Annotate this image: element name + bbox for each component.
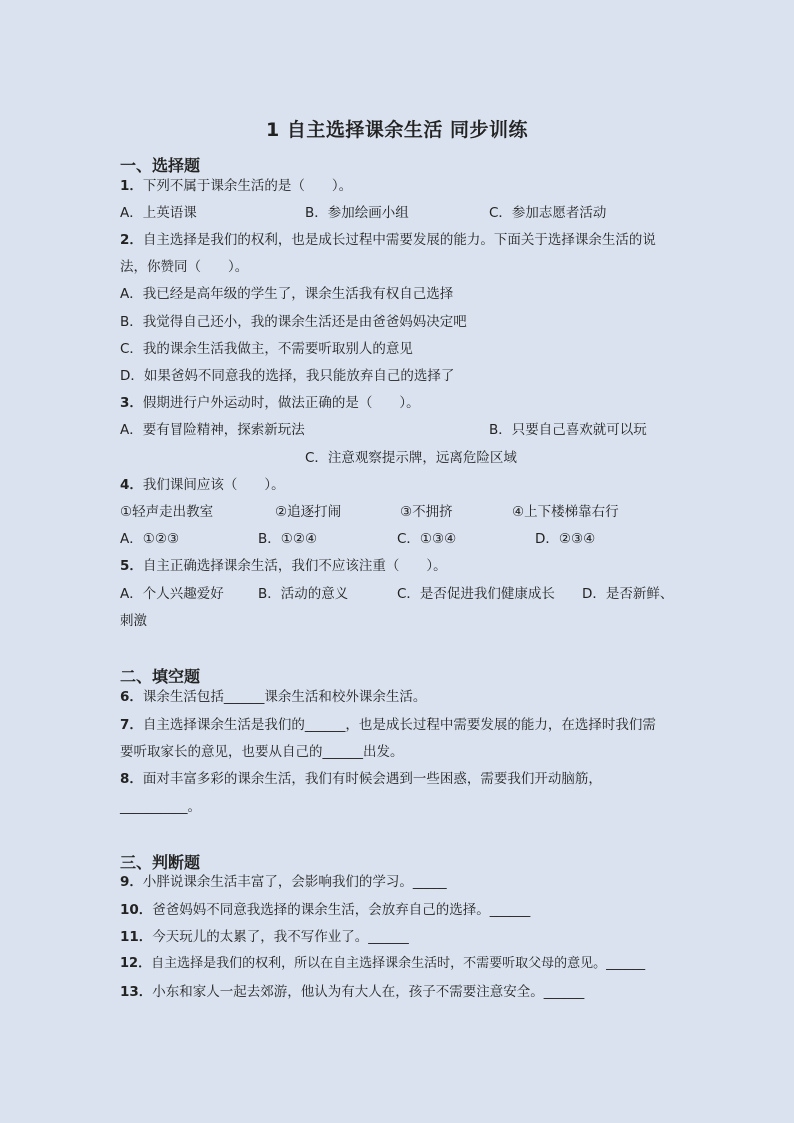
option-a: A．我已经是高年级的学生了，课余生活我有权自己选择 (120, 286, 454, 302)
option-b: B．活动的意义 (258, 586, 349, 602)
section-heading-choice: 一、选择题 (120, 156, 201, 175)
question-number: 12． (120, 956, 152, 971)
statement-3: ③不拥挤 (400, 504, 453, 520)
question-text: 自主选择课余生活是我们的______，也是成长过程中需要发展的能力，在选择时我们需 (142, 717, 656, 733)
question-number: 9． (120, 874, 143, 890)
question-number: 8． (120, 771, 143, 787)
question-text-cont: 要听取家长的意见，也要从自己的______出发。 (120, 744, 404, 760)
option-c: C．参加志愿者活动 (489, 205, 607, 221)
option-d: D．如果爸妈不同意我的选择，我只能放弃自己的选择了 (120, 368, 455, 384)
question-text: 自主选择是我们的权利，也是成长过程中需要发展的能力。下面关于选择课余生活的说 (142, 232, 656, 248)
option-b: B．只要自己喜欢就可以玩 (489, 422, 647, 438)
question-12 (120, 955, 645, 973)
statement-2: ②追逐打闹 (275, 504, 342, 520)
question-text: 爸爸妈妈不同意我选择的课余生活，会放弃自己的选择。______ (152, 902, 531, 918)
question-8 (120, 770, 602, 788)
option-c: C．我的课余生活我做主，不需要听取别人的意见 (120, 341, 413, 357)
question-number: 10． (120, 902, 153, 918)
question-6 (120, 688, 426, 706)
question-text-cont: 法，你赞同（ ）。 (120, 259, 249, 275)
question-5 (120, 557, 447, 575)
question-13 (120, 983, 584, 1001)
question-text: 自主正确选择课余生活，我们不应该注重（ ）。 (142, 558, 447, 574)
question-3 (120, 394, 420, 412)
question-4 (120, 476, 285, 494)
option-a: A．上英语课 (120, 205, 197, 221)
question-text: 我们课间应该（ ）。 (142, 477, 285, 493)
statement-1: ①轻声走出教室 (120, 504, 214, 520)
option-a: A．个人兴趣爱好 (120, 586, 224, 602)
option-b: B．参加绘画小组 (305, 205, 409, 221)
option-d: D．②③④ (535, 531, 596, 547)
question-11 (120, 928, 409, 946)
question-7 (120, 716, 656, 734)
option-d: D．是否新鲜、 (582, 586, 674, 602)
question-number: 3． (120, 395, 143, 411)
statement-4: ④上下楼梯靠右行 (512, 504, 619, 520)
question-text: 小东和家人一起去郊游，他认为有大人在，孩子不需要注意安全。______ (152, 984, 585, 1000)
question-text: 今天玩儿的太累了，我不写作业了。______ (152, 929, 409, 945)
option-d-cont: 刺激 (120, 613, 147, 629)
question-number: 11． (120, 929, 153, 945)
section-heading-fill: 二、填空题 (120, 667, 201, 686)
section-heading-judge: 三、判断题 (120, 853, 201, 872)
page-title: 1 自主选择课余生活 同步训练 (266, 119, 528, 141)
question-text: 面对丰富多彩的课余生活，我们有时候会遇到一些困惑，需要我们开动脑筋， (142, 771, 602, 787)
question-number: 7． (120, 717, 143, 733)
option-c: C．是否促进我们健康成长 (397, 586, 555, 602)
option-b: B．我觉得自己还小，我的课余生活还是由爸爸妈妈决定吧 (120, 314, 467, 330)
question-number: 5． (120, 558, 143, 574)
question-number: 4． (120, 477, 143, 493)
question-2 (120, 231, 656, 249)
option-b: B．①②④ (258, 531, 318, 547)
question-text: 假期进行户外运动时，做法正确的是（ ）。 (142, 395, 420, 411)
option-a: A．①②③ (120, 531, 180, 547)
question-text: 自主选择是我们的权利，所以在自主选择课余生活时，不需要听取父母的意见。______ (151, 956, 646, 971)
question-number: 13． (120, 984, 153, 1000)
option-a: A．要有冒险精神，探索新玩法 (120, 422, 305, 438)
question-number: 2． (120, 232, 143, 248)
question-10 (120, 901, 530, 919)
question-number: 1． (120, 178, 143, 194)
question-9 (120, 873, 447, 891)
option-c: C．注意观察提示牌，远离危险区域 (305, 450, 517, 466)
question-1 (120, 177, 352, 195)
question-text: 课余生活包括______课余生活和校外课余生活。 (142, 689, 427, 705)
question-text: 下列不属于课余生活的是（ ）。 (142, 178, 353, 194)
question-text-cont: __________。 (120, 799, 201, 815)
question-text: 小胖说课余生活丰富了，会影响我们的学习。_____ (142, 874, 447, 890)
option-c: C．①③④ (397, 531, 457, 547)
question-number: 6． (120, 689, 143, 705)
